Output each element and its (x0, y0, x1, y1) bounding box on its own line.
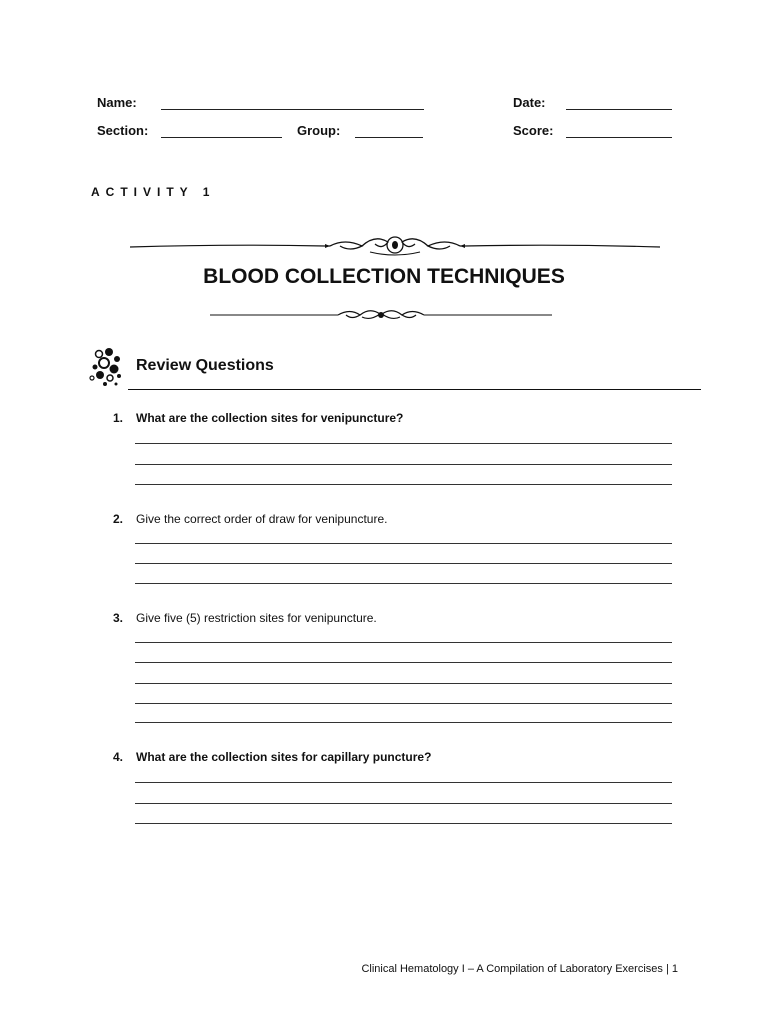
question-text: Give the correct order of draw for venipuncture. (136, 512, 388, 526)
page-number: 1 (671, 963, 678, 975)
date-field[interactable] (566, 109, 672, 110)
section-label: Section: (97, 123, 149, 138)
answer-line[interactable] (135, 683, 672, 684)
answer-line[interactable] (135, 823, 672, 824)
footer-text: Clinical Hematology I – A Compilation of Laboratory Exercises (361, 963, 663, 975)
question-number: 1. (113, 411, 124, 425)
name-label: Name: (97, 95, 137, 110)
score-field[interactable] (566, 137, 672, 138)
page-footer (361, 963, 678, 975)
date-label: Date: (513, 95, 546, 110)
answer-line[interactable] (135, 803, 672, 804)
question-text: Give five (5) restriction sites for venipuncture. (136, 611, 377, 625)
question-number: 2. (113, 512, 124, 526)
score-label: Score: (513, 123, 554, 138)
page-title: BLOOD COLLECTION TECHNIQUES (203, 265, 565, 288)
activity-label: ACTIVITY 1 (91, 185, 216, 199)
question-number: 4. (113, 750, 124, 764)
group-label: Group: (297, 123, 341, 138)
heading-underline (128, 389, 701, 390)
name-field[interactable] (161, 109, 424, 110)
answer-line[interactable] (135, 484, 672, 485)
answer-line[interactable] (135, 782, 672, 783)
group-field[interactable] (355, 137, 423, 138)
question-number: 3. (113, 611, 124, 625)
question-text: What are the collection sites for venipuncture? (136, 411, 404, 425)
section-field[interactable] (161, 137, 282, 138)
answer-line[interactable] (135, 662, 672, 663)
ornament-divider-top-icon (130, 230, 660, 260)
ornament-divider-bottom-icon (210, 305, 552, 325)
answer-line[interactable] (135, 703, 672, 704)
answer-line[interactable] (135, 443, 672, 444)
answer-line[interactable] (135, 543, 672, 544)
question-text: What are the collection sites for capillary puncture? (136, 750, 432, 764)
answer-line[interactable] (135, 464, 672, 465)
answer-line[interactable] (135, 563, 672, 564)
answer-line[interactable] (135, 642, 672, 643)
review-questions-heading: Review Questions (136, 357, 274, 374)
molecule-bubbles-icon (88, 345, 126, 387)
answer-line[interactable] (135, 722, 672, 723)
answer-line[interactable] (135, 583, 672, 584)
footer-separator: | (665, 963, 669, 975)
